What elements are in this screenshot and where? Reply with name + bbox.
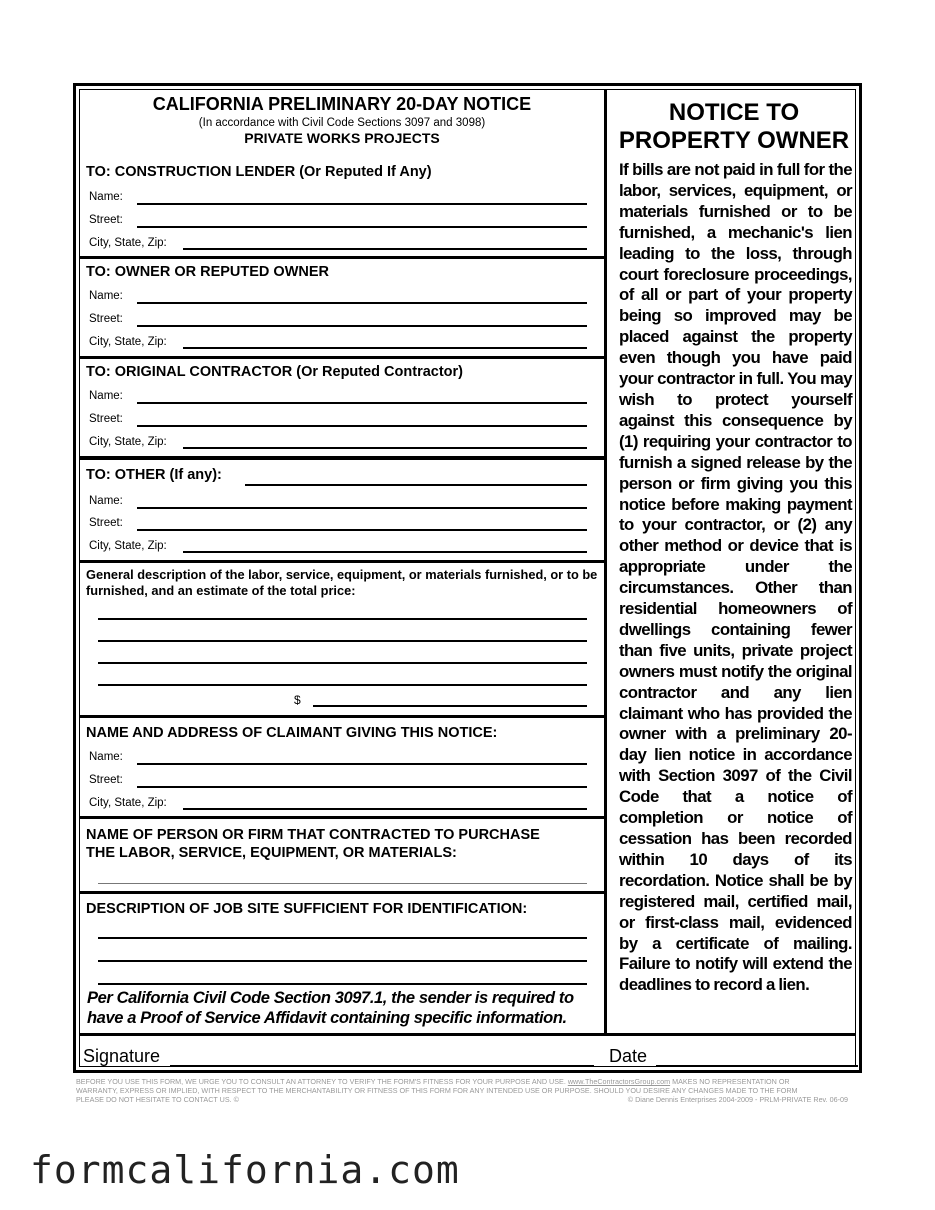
purchaser-field[interactable]: [98, 883, 587, 884]
watermark-logo: formcalifornia.com: [30, 1148, 460, 1192]
other-street-label: Street:: [89, 517, 123, 529]
contractor-city-label: City, State, Zip:: [89, 436, 167, 448]
total-price-field[interactable]: [313, 705, 587, 707]
purchaser-heading-line-1: NAME OF PERSON OR FIRM THAT CONTRACTED TO PURCHASE: [86, 827, 540, 843]
contractor-name-label: Name:: [89, 390, 123, 402]
description-line-2[interactable]: [98, 640, 587, 642]
contractor-section: [80, 359, 604, 456]
notice-title-line-1: NOTICE TO: [668, 99, 800, 126]
lender-street-field[interactable]: [137, 226, 587, 228]
lender-name-field[interactable]: [137, 203, 587, 205]
owner-street-label: Street:: [89, 313, 123, 325]
owner-name-field[interactable]: [137, 302, 587, 304]
disclaimer-line-2: WARRANTY, EXPRESS OR IMPLIED, WITH RESPECT TO THE MERCHANTABILITY OR FITNESS OF THIS FORM FOR ANY INTENDED USE OR PURPOSE. SHOULD YOU DESIRE ANY CHANGES MADE TO THE FORM: [76, 1086, 798, 1095]
form-subtitle: (In accordance with Civil Code Sections 3097 and 3098): [198, 117, 486, 129]
description-section: [80, 563, 604, 715]
signature-bar: [80, 1033, 855, 1071]
owner-city-field[interactable]: [183, 347, 587, 349]
job-site-section: [80, 894, 604, 1033]
description-heading: General description of the labor, service, equipment, or materials furnished, or to be furnished, and an estimate of the total price:: [86, 567, 598, 598]
purchaser-section: [80, 819, 604, 891]
project-type: PRIVATE WORKS PROJECTS: [244, 130, 440, 146]
job-site-line-3[interactable]: [98, 983, 587, 985]
signature-field[interactable]: [170, 1065, 594, 1067]
owner-city-label: City, State, Zip:: [89, 336, 167, 348]
notice-column: [610, 90, 858, 1033]
lender-city-field[interactable]: [183, 248, 587, 250]
owner-name-label: Name:: [89, 290, 123, 302]
contractor-name-field[interactable]: [137, 402, 587, 404]
lender-section: [80, 90, 604, 256]
lender-street-label: Street:: [89, 214, 123, 226]
disclaimer-text-1: BEFORE YOU USE THIS FORM, WE URGE YOU TO CONSULT AN ATTORNEY TO VERIFY THE FORM'S FITNESS FOR YOUR PURPOSE AND USE.: [76, 1077, 566, 1086]
disclaimer-link[interactable]: www.TheContractorsGroup.com: [567, 1077, 671, 1086]
signature-label: Signature: [83, 1046, 161, 1066]
contractor-street-field[interactable]: [137, 425, 587, 427]
left-column: [80, 90, 607, 1033]
dollar-sign: $: [294, 693, 301, 707]
description-line-1[interactable]: [98, 618, 587, 620]
claimant-heading: NAME AND ADDRESS OF CLAIMANT GIVING THIS NOTICE:: [86, 725, 498, 741]
notice-title: [610, 99, 858, 155]
other-city-field[interactable]: [183, 551, 587, 553]
lender-name-label: Name:: [89, 191, 123, 203]
other-heading: TO: OTHER (If any):: [86, 467, 222, 483]
disclaimer-line-1: [76, 1077, 848, 1086]
disclaimer-text-1b: MAKES NO REPRESENTATION OR: [672, 1077, 790, 1086]
claimant-name-label: Name:: [89, 751, 123, 763]
owner-heading: TO: OWNER OR REPUTED OWNER: [86, 264, 330, 280]
description-line-4[interactable]: [98, 684, 587, 686]
owner-section: [80, 259, 604, 356]
other-name-label: Name:: [89, 495, 123, 507]
description-line-3[interactable]: [98, 662, 587, 664]
claimant-name-field[interactable]: [137, 763, 587, 765]
lender-heading: TO: CONSTRUCTION LENDER (Or Reputed If Any): [86, 164, 432, 180]
notice-form: [73, 83, 862, 1073]
owner-street-field[interactable]: [137, 325, 587, 327]
other-street-field[interactable]: [137, 529, 587, 531]
form-frame: [79, 89, 856, 1067]
contractor-city-field[interactable]: [183, 447, 587, 449]
claimant-street-field[interactable]: [137, 786, 587, 788]
job-site-line-1[interactable]: [98, 937, 587, 939]
copyright: © Diane Dennis Enterprises 2004-2009 - PRLM-PRIVATE Rev. 06-09: [627, 1095, 848, 1104]
notice-body: If bills are not paid in full for the labor, services, equipment, or materials furnished or to be furnished, a mechanic's lien leading to the loss, through court foreclosure proceedings, of all or part of your property being so improved may be placed against the property even though you have paid your contractor in full. You may wish to protect yourself against this consequence by (1) requiring your contractor to furnish a signed release by the person or firm giving you this notice before making payment to your contractor, or (2) any other method or device that is appropriate under the circumstances. Other than residential homeowners of dwellings containing fewer than five units, private project owners must notify the original contractor and any lien claimant who has provided the owner with a preliminary 20-day lien notice in accordance with Section 3097 of the Civil Code that a notice of completion or notice of cessation has been recorded within 10 days of its recordation. Notice shall be by registered mail, certified mail, or first-class mail, evidenced by a certificate of mailing. Failure to notify will extend the deadlines to record a lien.: [619, 160, 852, 995]
contractor-heading: TO: ORIGINAL CONTRACTOR (Or Reputed Contractor): [86, 364, 463, 380]
other-city-label: City, State, Zip:: [89, 540, 167, 552]
disclaimer-line-3-row: [76, 1095, 848, 1104]
claimant-street-label: Street:: [89, 774, 123, 786]
job-site-heading: DESCRIPTION OF JOB SITE SUFFICIENT FOR IDENTIFICATION:: [86, 901, 528, 917]
disclaimer-line-3: PLEASE DO NOT HESITATE TO CONTACT US. ©: [76, 1095, 239, 1104]
other-party-field[interactable]: [245, 484, 587, 486]
job-site-line-2[interactable]: [98, 960, 587, 962]
other-name-field[interactable]: [137, 507, 587, 509]
form-title: CALIFORNIA PRELIMINARY 20-DAY NOTICE: [152, 94, 532, 114]
claimant-city-field[interactable]: [183, 808, 587, 810]
claimant-city-label: City, State, Zip:: [89, 797, 167, 809]
proof-of-service-note: Per California Civil Code Section 3097.1, the sender is required to have a Proof of Service Affidavit containing specific information.: [87, 989, 574, 1027]
disclaimer: [76, 1077, 848, 1104]
contractor-street-label: Street:: [89, 413, 123, 425]
other-section: [80, 460, 604, 560]
notice-title-line-2: PROPERTY OWNER: [618, 127, 850, 154]
lender-city-label: City, State, Zip:: [89, 237, 167, 249]
date-label: Date: [609, 1046, 648, 1066]
purchaser-heading-line-2: THE LABOR, SERVICE, EQUIPMENT, OR MATERIALS:: [86, 845, 457, 861]
date-field[interactable]: [656, 1065, 858, 1067]
claimant-section: [80, 718, 604, 816]
